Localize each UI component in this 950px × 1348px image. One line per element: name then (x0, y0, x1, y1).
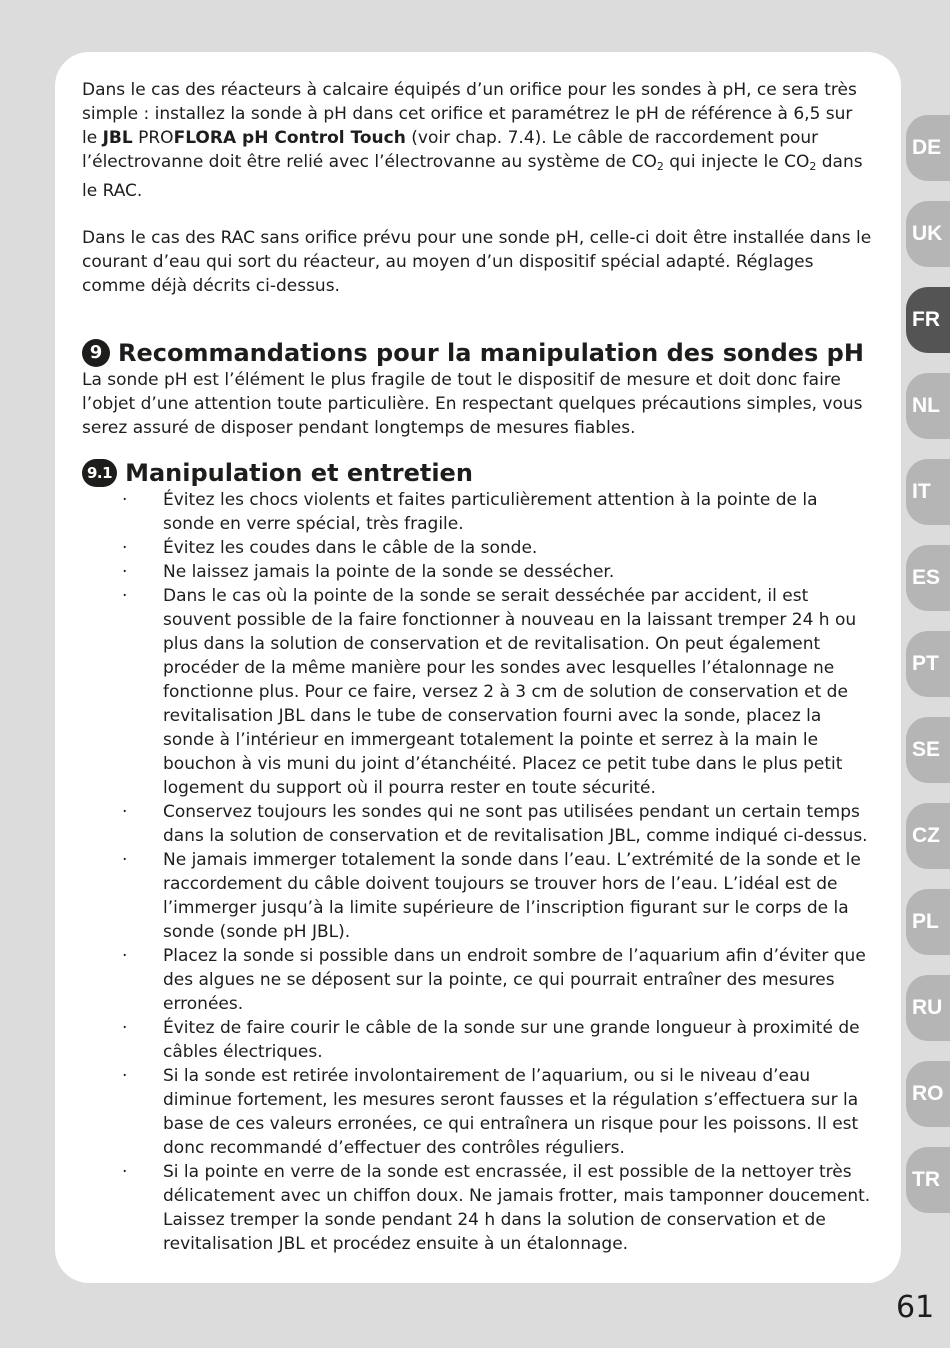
tab-lang-pl[interactable]: PL (906, 889, 950, 955)
list-item: · Évitez les chocs violents et faites particulièrement attention à la pointe de la sonde en verre spécial, très fragile. (82, 488, 872, 536)
list-item: · Évitez les coudes dans le câble de la sonde. (82, 536, 872, 560)
brand-pro: PRO (132, 128, 174, 148)
section-9-text: La sonde pH est l’élément le plus fragile de tout le dispositif de mesure et doit donc faire l’objet d’une attention toute particulière. En respectant quelques précautions simples, vous serez assuré de disposer pendant longtemps de mesures fiables. (82, 370, 863, 438)
tab-lang-pt[interactable]: PT (906, 631, 950, 697)
tab-lang-fr[interactable]: FR (906, 287, 950, 353)
section-9-1-heading (82, 458, 872, 488)
tab-lang-uk[interactable]: UK (906, 201, 950, 267)
intro-paragraph-2: Dans le cas des RAC sans orifice prévu pour une sonde pH, celle-ci doit être installée dans le courant d’eau qui sort du réacteur, au moyen d’un dispositif spécial adapté. Réglages comme déjà décrits ci-dessus. (82, 228, 872, 296)
section-number-badge: 9.1 (82, 459, 117, 487)
intro-text-c: qui injecte le CO (663, 152, 810, 172)
list-item: · Ne laissez jamais la pointe de la sonde se dessécher. (82, 560, 872, 584)
section-9-1-title: Manipulation et entretien (125, 459, 473, 487)
tab-lang-it[interactable]: IT (906, 459, 950, 525)
page-content (82, 78, 872, 1256)
list-item: · Dans le cas où la pointe de la sonde se serait desséchée par accident, il est souvent possible de la faire fonctionner à nouveau en la laissant tremper 24 h ou plus dans la solution de conservation et de revitalisation. On peut également procéder de la même manière pour les sondes avec lesquelles l’étalonnage ne fonctionne plus. Pour ce faire, versez 2 à 3 cm de solution de conservation et de revitalisation JBL dans le tube de conservation fourni avec la sonde, placez la sonde à l’intérieur en immergeant totalement la pointe et serrez à la main le bouchon à vis muni du joint d’étanchéité. Placez ce petit tube dans le plus petit logement du support où il pourra rester en toute sécurité. (82, 584, 872, 800)
list-item: · Ne jamais immerger totalement la sonde dans l’eau. L’extrémité de la sonde et le raccordement du câble doivent toujours se trouver hors de l’eau. L’idéal est de l’immerger jusqu’à la limite supérieure de l’inscription figurant sur le corps de la sonde (sonde pH JBL). (82, 848, 872, 944)
tab-lang-de[interactable]: DE (906, 115, 950, 181)
brand-product: FLORA pH Control Touch (173, 128, 406, 148)
section-9-title: Recommandations pour la manipulation des sondes pH (118, 339, 864, 367)
list-item: · Placez la sonde si possible dans un endroit sombre de l’aquarium afin d’éviter que des algues ne se déposent sur la pointe, ce qui pourrait entraîner des mesures erronées. (82, 944, 872, 1016)
tab-lang-se[interactable]: SE (906, 717, 950, 783)
page-number: 61 (896, 1290, 935, 1325)
intro-text-b: (voir chap. 7.4). Le câble de raccordement pour l’électrovanne doit être relié avec l’électrovanne au système de CO (82, 128, 819, 172)
intro-text-a: Dans le cas des réacteurs à calcaire équipés d’un orifice pour les sondes à pH, ce sera très simple : installez la sonde à pH dans cet orifice et paramétrez le pH de référence à 6,5 sur le (82, 80, 857, 148)
tab-lang-ru[interactable]: RU (906, 975, 950, 1041)
section-9-heading (82, 338, 872, 368)
subscript-2: 2 (656, 160, 664, 173)
intro-text-d: dans le RAC. (82, 152, 863, 201)
subscript-2: 2 (809, 160, 817, 173)
section-number-badge: 9 (82, 339, 110, 367)
tab-lang-cz[interactable]: CZ (906, 803, 950, 869)
tab-lang-ro[interactable]: RO (906, 1061, 950, 1127)
tab-lang-nl[interactable]: NL (906, 373, 950, 439)
tab-lang-es[interactable]: ES (906, 545, 950, 611)
list-item: · Si la sonde est retirée involontairement de l’aquarium, ou si le niveau d’eau diminue fortement, les mesures seront fausses et la régulation s’effectuera sur la base de ces valeurs erronées, ce qui entraînera un risque pour les poissons. Il est donc recommandé d’effectuer des contrôles réguliers. (82, 1064, 872, 1160)
intro-paragraph-1 (82, 78, 872, 203)
list-item: · Conservez toujours les sondes qui ne sont pas utilisées pendant un certain temps dans la solution de conservation et de revitalisation JBL, comme indiqué ci-dessus. (82, 800, 872, 848)
care-instructions-list (82, 488, 872, 1256)
list-item: · Évitez de faire courir le câble de la sonde sur une grande longueur à proximité de câbles électriques. (82, 1016, 872, 1064)
tab-lang-tr[interactable]: TR (906, 1147, 950, 1213)
list-item: · Si la pointe en verre de la sonde est encrassée, il est possible de la nettoyer très délicatement avec un chiffon doux. Ne jamais frotter, mais tamponner doucement. Laissez tremper la sonde pendant 24 h dans la solution de conservation et de revitalisation JBL et procédez ensuite à un étalonnage. (82, 1160, 872, 1256)
brand-jbl: JBL (102, 128, 133, 148)
